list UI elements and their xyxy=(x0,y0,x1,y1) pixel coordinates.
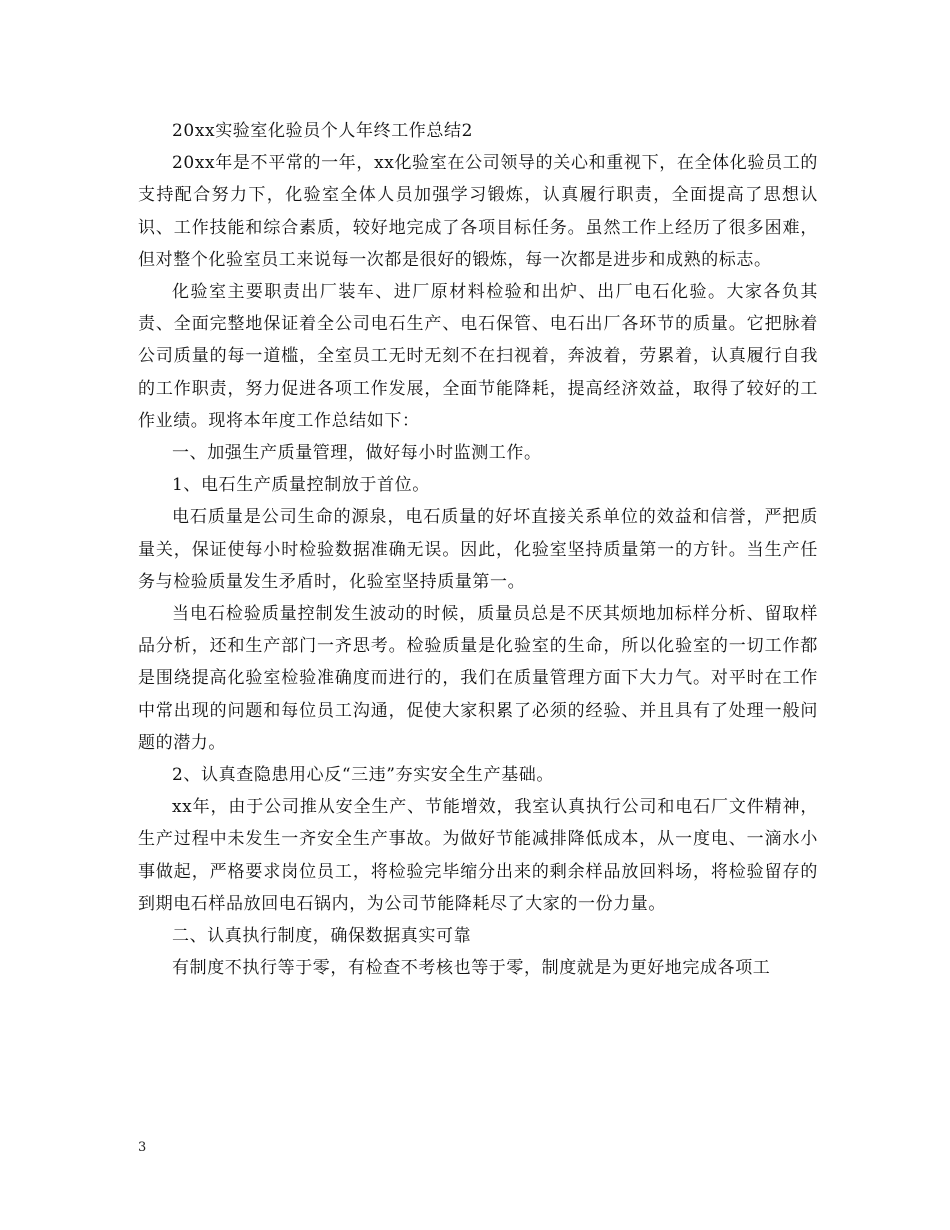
section-heading-2: 二、认真执行制度，确保数据真实可靠 xyxy=(172,926,472,947)
paragraph-duties: 化验室主要职责出厂装车、进厂原材料检验和出炉、出厂电石化验。大家各负其责、全面完整地保证着全公司电石生产、电石保管、电石出厂各环节的质量。它把脉着公司质量的每一道槛，全室员工无时无刻不在扫视着，奔波着，劳累着，认真履行自我的工作职责，努力促进各项工作发展，全面节能降耗，提高经济效益，取得了较好的工作业绩。现将本年度工作总结如下： xyxy=(138,282,818,431)
paragraph-quality: 电石质量是公司生命的源泉，电石质量的好坏直接关系单位的效益和信誉，严把质量关，保证使每小时检验数据准确无误。因此，化验室坚持质量第一的方针。当生产任务与检验质量发生矛盾时，化验室坚持质量第一。 xyxy=(138,507,818,592)
document-title: 20xx实验室化验员个人年终工作总结2 xyxy=(172,121,474,141)
page-number: 3 xyxy=(138,1140,147,1155)
document-body xyxy=(138,115,818,984)
paragraph-safety: xx年，由于公司推从安全生产、节能增效，我室认真执行公司和电石厂文件精神，生产过程中未发生一齐安全生产事故。为做好节能减排降低成本，从一度电、一滴水小事做起，严格要求岗位员工，将检验完毕缩分出来的剩余样品放回料场，将检验留存的到期电石样品放回电石锅内，为公司节能降耗尽了大家的一份力量。 xyxy=(138,797,818,914)
paragraph-system: 有制度不执行等于零，有检查不考核也等于零，制度就是为更好地完成各项工 xyxy=(172,958,771,979)
paragraph-control: 当电石检验质量控制发生波动的时候，质量员总是不厌其烦地加标样分析、留取样品分析，还和生产部门一齐思考。检验质量是化验室的生命，所以化验室的一切工作都是围绕提高化验室检验准确度而进行的，我们在质量管理方面下大力气。对平时在工作中常出现的问题和每位员工沟通，促使大家积累了必须的经验、并且具有了处理一般问题的潜力。 xyxy=(138,604,818,753)
section-heading-1: 一、加强生产质量管理，做好每小时监测工作。 xyxy=(172,443,542,464)
paragraph-intro: 20xx年是不平常的一年，xx化验室在公司领导的关心和重视下，在全体化验员工的支持配合努力下，化验室全体人员加强学习锻炼，认真履行职责，全面提高了思想认识、工作技能和综合素质，较好地完成了各项目标任务。虽然工作上经历了很多困难，但对整个化验室员工来说每一次都是很好的锻炼，每一次都是进步和成熟的标志。 xyxy=(138,153,818,270)
subsection-heading-2: 2、认真查隐患用心反“三违”夯实安全生产基础。 xyxy=(172,765,554,786)
subsection-heading-1: 1、电石生产质量控制放于首位。 xyxy=(172,475,430,496)
